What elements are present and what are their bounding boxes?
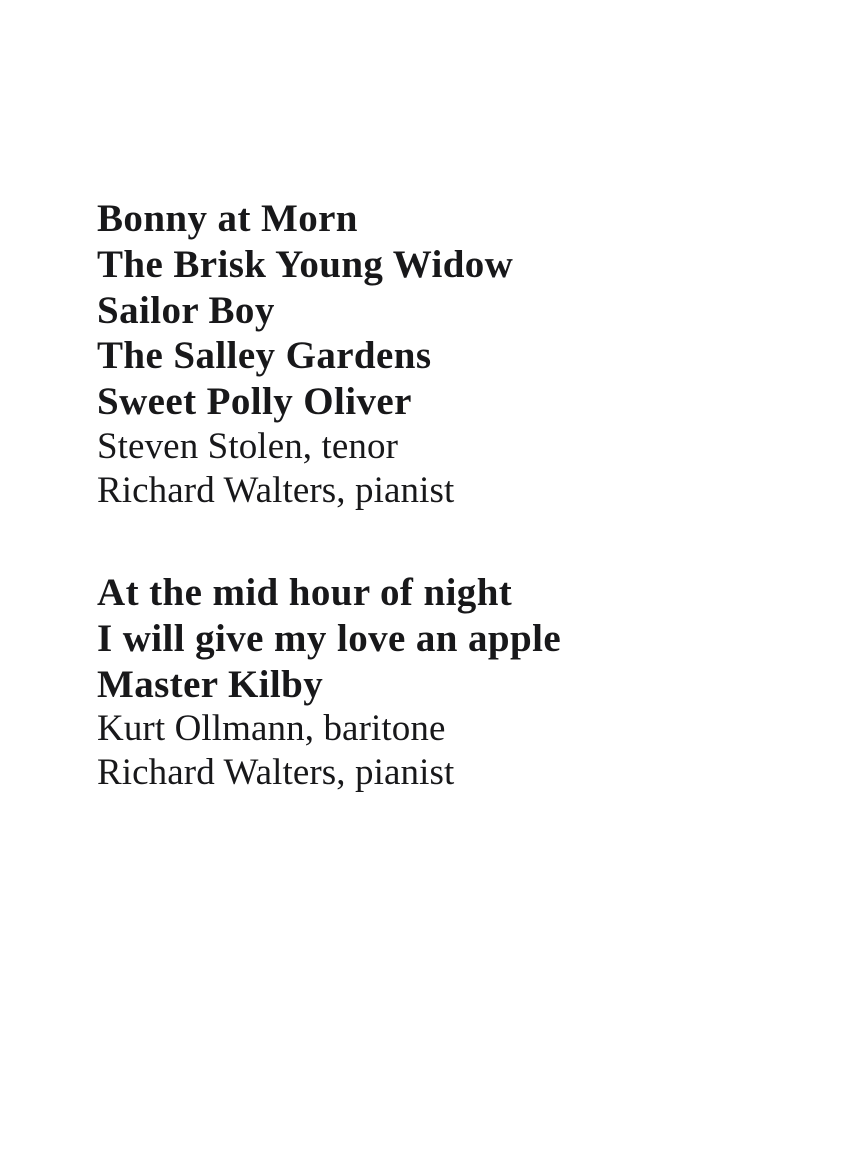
track-title: The Brisk Young Widow — [97, 242, 514, 286]
track-title: The Salley Gardens — [97, 334, 432, 378]
track-group-1 — [97, 196, 804, 512]
track-title: I will give my love an apple — [97, 616, 562, 660]
performer-credit: Richard Walters, pianist — [97, 751, 455, 793]
track-title: At the mid hour of night — [97, 571, 513, 614]
track-title: Sweet Polly Oliver — [97, 380, 412, 424]
track-title: Master Kilby — [97, 662, 324, 706]
track-group-2 — [97, 570, 804, 794]
track-title: Sailor Boy — [97, 288, 275, 332]
performer-credit: Kurt Ollmann, baritone — [97, 708, 446, 750]
track-title: Bonny at Morn — [97, 197, 358, 240]
performer-credit: Richard Walters, pianist — [97, 469, 455, 511]
performer-credit: Steven Stolen, tenor — [97, 426, 399, 468]
